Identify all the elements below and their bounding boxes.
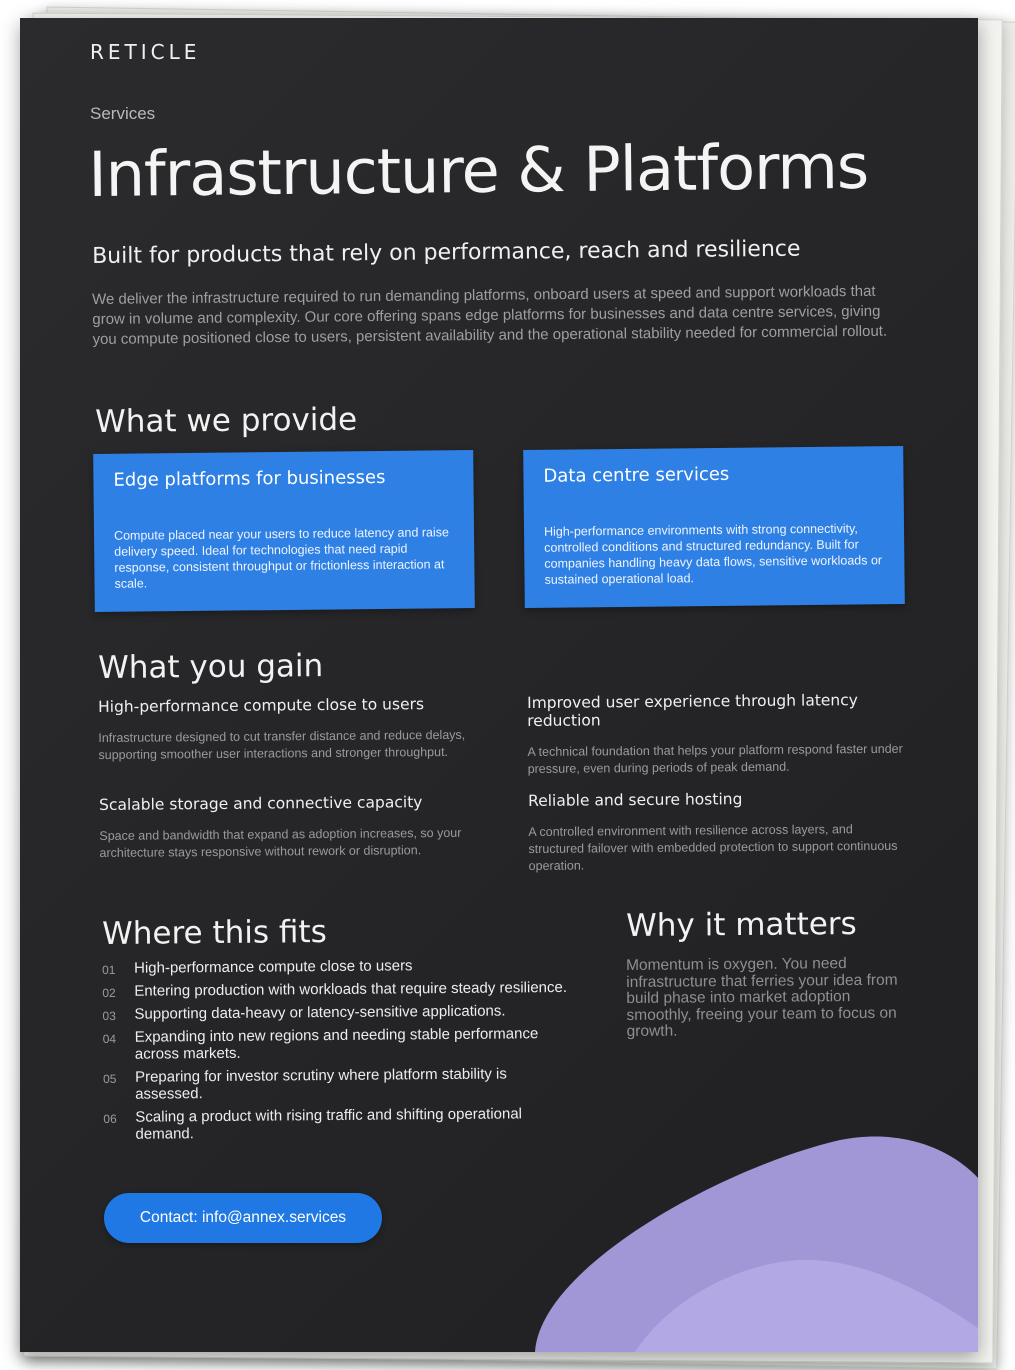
list-item-text: Expanding into new regions and needing stable performance across markets. — [134, 1025, 539, 1063]
card-description: High-performance environments with strong connectivity, controlled conditions and structured redundancy. Built for companies handling heavy data flows, sensitive workloads or sustained operational load. — [543, 521, 883, 587]
gain-item-description: A technical foundation that helps your platform respond faster under pressure, even during periods of peak demand. — [527, 741, 903, 776]
list-item — [103, 1065, 573, 1103]
intro-paragraph: We deliver the infrastructure required to run demanding platforms, onboard users at speed and support workloads that grow in volume and complexity. Our core offering spans edge platforms for businesses and data centre services, giving you compute positioned close to users, persistent availability and the operational stability needed for commercial rollout. — [92, 282, 888, 348]
list-item-text: High-performance compute close to users — [133, 957, 413, 977]
card-edge-platforms — [93, 450, 475, 612]
list-item-text: Scaling a product with rising traffic and shifting operational demand. — [135, 1105, 523, 1143]
list-item — [103, 1025, 573, 1063]
list-item-text: Entering production with workloads that require steady resilience. — [134, 978, 568, 1000]
page-title: Infrastructure & Platforms — [88, 129, 869, 211]
what-we-provide-heading: What we provide — [95, 401, 358, 440]
gain-item — [98, 695, 479, 764]
why-it-matters-heading: Why it matters — [626, 905, 857, 944]
where-this-fits-heading: Where this fits — [102, 914, 327, 952]
list-item-text: Supporting data-heavy or latency-sensitive applications. — [134, 1002, 506, 1023]
card-title: Data centre services — [543, 463, 730, 487]
brand-logo: RETICLE — [90, 40, 201, 64]
section-eyebrow: Services — [90, 104, 156, 123]
gain-item-title: Reliable and secure hosting — [528, 790, 743, 810]
contact-button[interactable]: Contact: info@annex.services — [104, 1193, 382, 1243]
card-description: Compute placed near your users to reduce latency and raise delivery speed. Ideal for technologies that need rapid response, consistent throughput or frictionless interaction at scale. — [113, 525, 450, 591]
gain-item-description: Infrastructure designed to cut transfer distance and reduce delays, supporting smoother user interactions and stronger throughput. — [98, 727, 466, 762]
list-item — [102, 1002, 572, 1023]
list-item-number: 05 — [102, 1071, 117, 1086]
gain-item — [528, 789, 909, 875]
fits-list — [102, 956, 574, 1149]
gain-item-title: High-performance compute close to users — [98, 695, 425, 716]
gain-item — [99, 793, 480, 862]
gain-item — [527, 691, 908, 778]
document-page — [20, 18, 978, 1352]
what-you-gain-heading: What you gain — [98, 648, 324, 686]
card-title: Edge platforms for businesses — [113, 466, 386, 491]
list-item-number: 01 — [102, 962, 116, 977]
list-item-number: 06 — [103, 1111, 117, 1126]
why-it-matters-text: Momentum is oxygen. You need infrastructure that ferries your idea from build phase into market adoption smoothly, freeing your team to focus on growth. — [625, 955, 898, 1040]
list-item-number: 04 — [102, 1031, 117, 1046]
card-data-centre-services — [523, 446, 905, 608]
list-item — [102, 979, 572, 1000]
list-item-number: 02 — [102, 985, 116, 1000]
gain-item-description: Space and bandwidth that expand as adoption increases, so your architecture stays responsive without rework or disruption. — [99, 825, 462, 860]
gain-item-title: Improved user experience through latency reduction — [527, 691, 858, 730]
gain-item-title: Scalable storage and connective capacity — [99, 793, 423, 814]
list-item-number: 03 — [102, 1008, 116, 1023]
list-item — [103, 1105, 573, 1143]
page-subtitle: Built for products that rely on performance, reach and resilience — [92, 236, 801, 269]
list-item-text: Preparing for investor scrutiny where platform stability is assessed. — [134, 1065, 507, 1103]
gain-item-description: A controlled environment with resilience across layers, and structured failover with embedded protection to support continuous operation. — [528, 822, 898, 873]
list-item — [102, 956, 572, 977]
